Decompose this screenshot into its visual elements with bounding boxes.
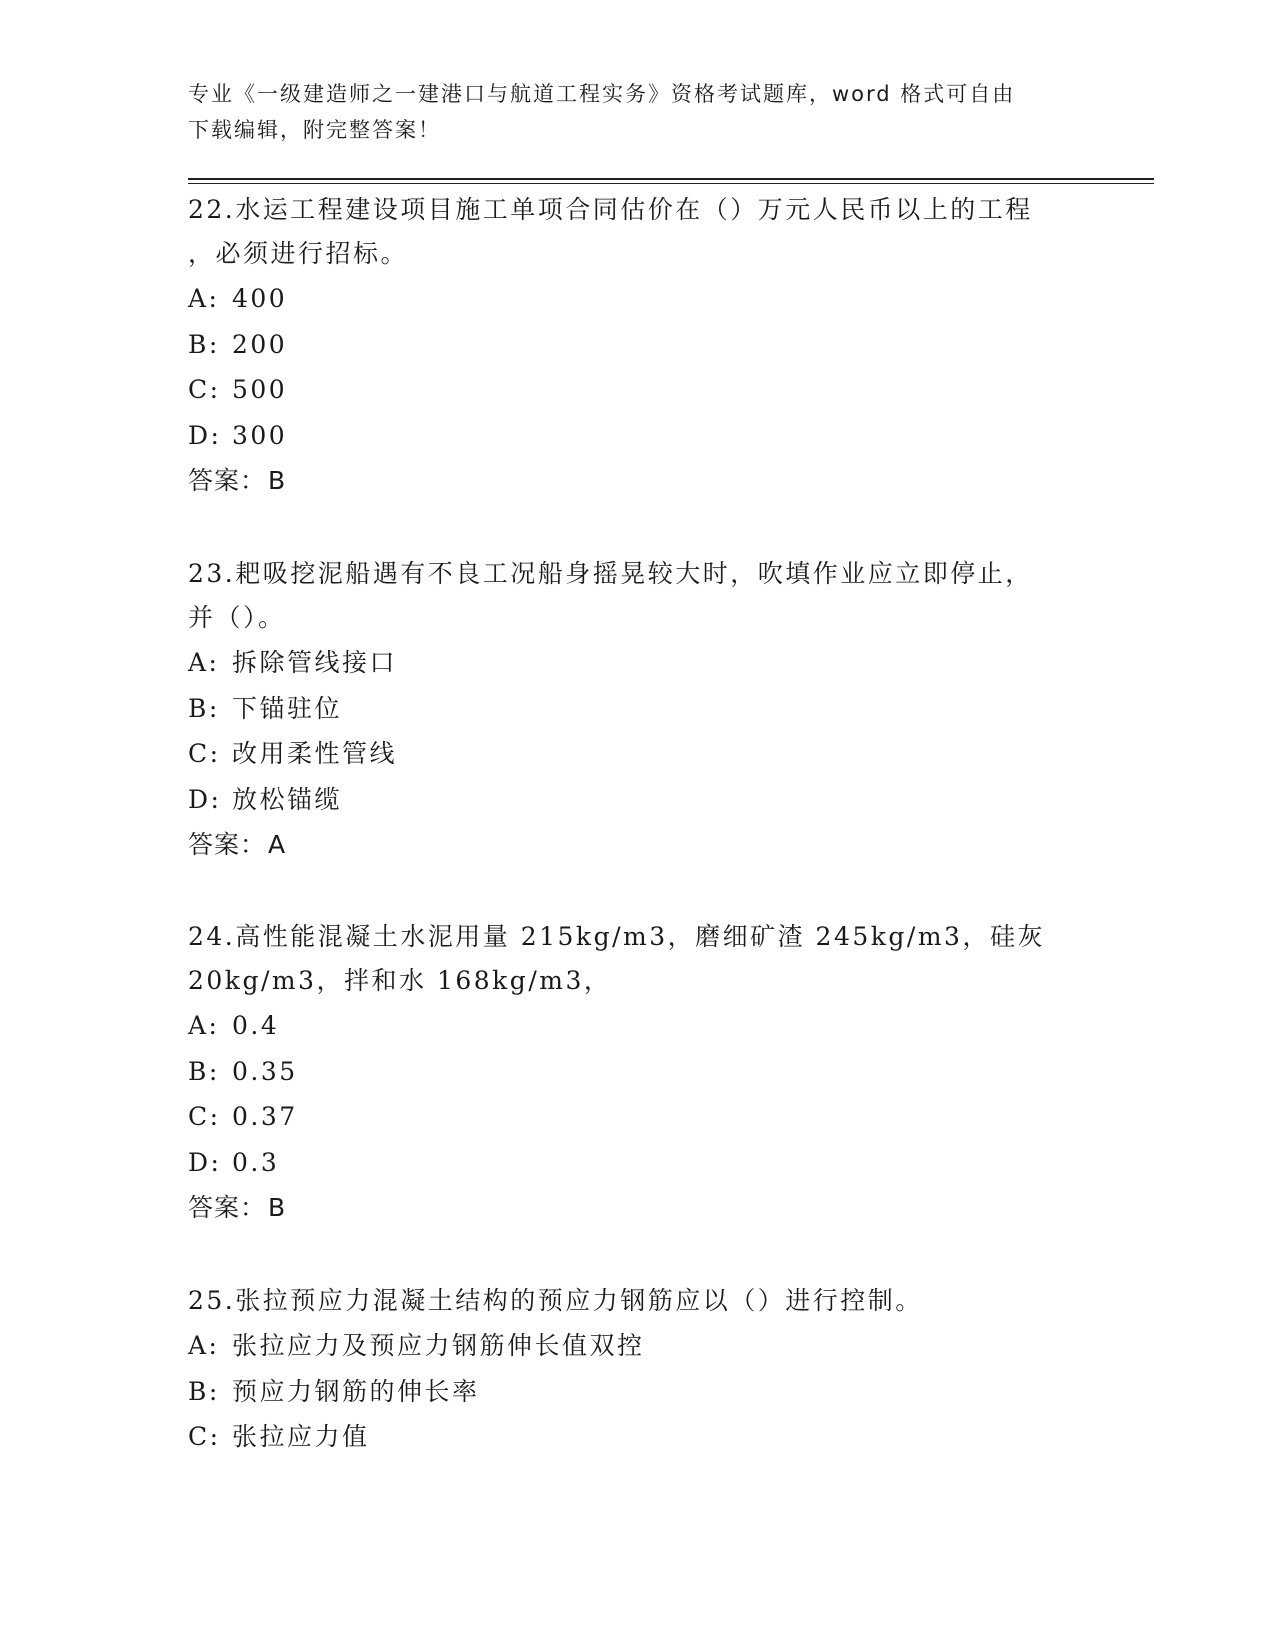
option-b <box>188 1049 1088 1095</box>
option-text: 0.4 <box>232 1011 280 1040</box>
option-key: A: <box>188 648 220 677</box>
answer-line <box>188 822 1088 867</box>
option-key: A: <box>188 284 220 313</box>
question-25 <box>188 1279 1088 1460</box>
answer-label: 答案： <box>188 1193 267 1222</box>
option-text: 张拉应力值 <box>232 1422 370 1451</box>
option-text: 300 <box>232 420 288 450</box>
answer-line <box>188 1185 1088 1230</box>
option-text: 放松锚缆 <box>232 784 343 814</box>
option-a <box>188 1323 1088 1369</box>
option-key: D: <box>188 784 222 814</box>
option-key: B: <box>188 1056 220 1086</box>
question-23 <box>188 552 1088 867</box>
option-text: 改用柔性管线 <box>232 739 398 768</box>
answer-value: B <box>268 1193 287 1222</box>
option-key: A: <box>188 1331 220 1360</box>
question-stem-line: 25.张拉预应力混凝土结构的预应力钢筋应以（）进行控制。 <box>188 1286 923 1315</box>
question-stem-line: 23.耙吸挖泥船遇有不良工况船身摇晃较大时，吹填作业应立即停止， <box>188 559 1033 588</box>
option-text: 500 <box>232 375 288 404</box>
question-stem-line: 并（）。 <box>188 603 286 632</box>
header-line-1: 专业《一级建造师之一建港口与航道工程实务》资格考试题库，word 格式可自由 <box>188 82 1016 106</box>
option-b <box>188 1369 1088 1415</box>
option-a <box>188 640 1088 686</box>
question-22 <box>188 188 1088 503</box>
option-c <box>188 1414 1088 1460</box>
option-text: 预应力钢筋的伸长率 <box>232 1376 480 1406</box>
option-a <box>188 1003 1088 1049</box>
option-key: C: <box>188 1102 221 1131</box>
option-key: C: <box>188 375 221 404</box>
answer-value: B <box>268 466 287 495</box>
question-stem-line: 20kg/m3，拌和水 168kg/m3， <box>188 966 612 995</box>
option-text: 0.35 <box>232 1056 298 1086</box>
option-c <box>188 367 1088 413</box>
option-d <box>188 413 1088 459</box>
answer-label: 答案： <box>188 830 267 859</box>
answer-label: 答案： <box>188 466 267 495</box>
option-key: C: <box>188 739 221 768</box>
option-text: 400 <box>232 284 288 313</box>
option-b <box>188 686 1088 732</box>
option-key: D: <box>188 1147 222 1177</box>
option-text: 200 <box>232 329 288 359</box>
option-key: D: <box>188 420 222 450</box>
option-text: 下锚驻位 <box>232 693 343 723</box>
header-divider-thick <box>188 178 1154 180</box>
option-key: B: <box>188 1376 220 1406</box>
option-c <box>188 1094 1088 1140</box>
option-key: A: <box>188 1011 220 1040</box>
option-text: 0.37 <box>232 1102 298 1131</box>
option-text: 0.3 <box>232 1147 280 1177</box>
option-key: B: <box>188 693 220 723</box>
option-d <box>188 1140 1088 1186</box>
option-c <box>188 731 1088 777</box>
document-header <box>188 76 1068 148</box>
option-key: B: <box>188 329 220 359</box>
question-stem-line: 24.高性能混凝土水泥用量 215kg/m3，磨细矿渣 245kg/m3，硅灰 <box>188 922 1045 951</box>
option-text: 张拉应力及预应力钢筋伸长值双控 <box>232 1331 645 1360</box>
option-key: C: <box>188 1422 221 1451</box>
option-a <box>188 276 1088 322</box>
option-d <box>188 777 1088 823</box>
question-stem-line: ，必须进行招标。 <box>188 239 409 268</box>
option-text: 拆除管线接口 <box>232 648 398 677</box>
question-24 <box>188 915 1088 1230</box>
header-line-2: 下载编辑，附完整答案！ <box>188 118 441 142</box>
option-b <box>188 322 1088 368</box>
answer-value: A <box>268 830 287 859</box>
question-stem-line: 22.水运工程建设项目施工单项合同估价在（）万元人民币以上的工程 <box>188 195 1033 224</box>
header-divider-thin <box>188 183 1154 184</box>
answer-line <box>188 458 1088 503</box>
